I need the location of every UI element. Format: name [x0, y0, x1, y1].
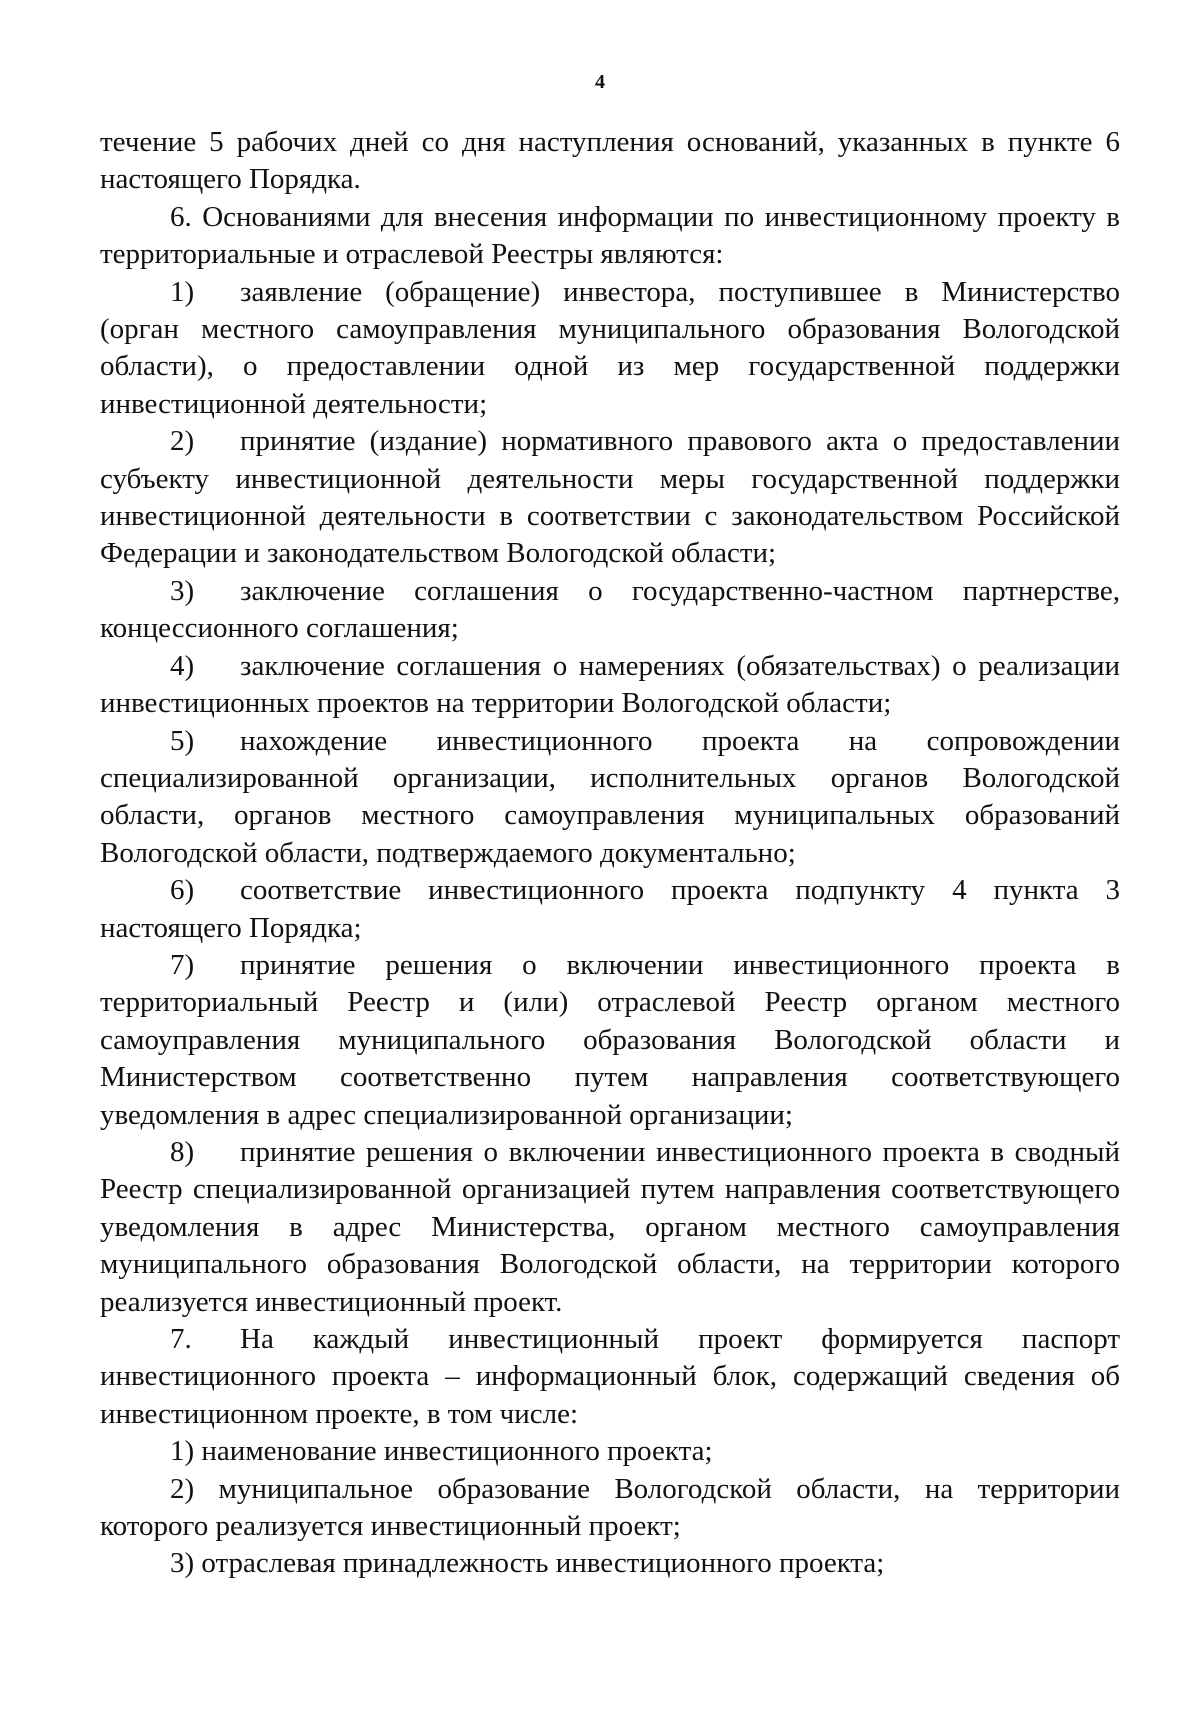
paragraph-6: 6. Основаниями для внесения информации по инвестиционному проекту в территориальные и отраслевой Реестры являются:: [100, 200, 1120, 271]
list-item-5: 5) нахождение инвестиционного проекта на сопровождении специализированной организации, исполнительных органов Вологодской области, органов местного самоуправления муниципальных образований Вологодской области, подтверждаемого документально;: [100, 724, 1120, 869]
list-item-8: 8) принятие решения о включении инвестиционного проекта в сводный Реестр специализированной организацией путем направления соответствующего уведомления в адрес Министерства, органом местного самоуправления муниципального образования Вологодской области, на территории которого реализуется инвестиционный проект.: [100, 1135, 1120, 1318]
passport-item-1: 1) наименование инвестиционного проекта;: [170, 1435, 713, 1468]
passport-item-2: 2) муниципальное образование Вологодской области, на территории которого реализуется инвестиционный проект;: [100, 1472, 1120, 1543]
document-body: [100, 124, 1120, 1583]
list-item-3: 3) заключение соглашения о государственно-частном партнерстве, концессионного соглашения;: [100, 574, 1120, 645]
list-item-4: 4) заключение соглашения о намерениях (обязательствах) о реализации инвестиционных проектов на территории Вологодской области;: [100, 649, 1120, 720]
list-item-2: 2) принятие (издание) нормативного правового акта о предоставлении субъекту инвестиционной деятельности меры государственной поддержки инвестиционной деятельности в соответствии с законодательством Российской Федерации и законодательством Вологодской области;: [100, 425, 1120, 570]
list-item-number: 8): [170, 1135, 195, 1168]
list-item-7: 7) принятие решения о включении инвестиционного проекта в территориальный Реестр и (или) отраслевой Реестр органом местного самоуправления муниципального образования Вологодской области и Министерством соответственно путем направления соответствующего уведомления в адрес специализированной организации;: [100, 948, 1120, 1131]
paragraph-continuation: течение 5 рабочих дней со дня наступления оснований, указанных в пункте 6 настоящего Порядка.: [100, 126, 1120, 196]
page-number: 4: [595, 71, 605, 93]
list-item-6: 6) соответствие инвестиционного проекта подпункту 4 пункта 3 настоящего Порядка;: [100, 874, 1120, 944]
list-item-number: 5): [170, 724, 195, 757]
list-item-number: 1): [170, 275, 195, 308]
list-item-number: 6): [170, 874, 195, 907]
paragraph-number: 7.: [170, 1323, 192, 1355]
list-item-number: 3): [170, 574, 195, 607]
list-item-number: 2): [170, 425, 195, 458]
list-item-1: 1) заявление (обращение) инвестора, поступившее в Министерство (орган местного самоуправления муниципального образования Вологодской области), о предоставлении одной из мер государственной поддержки инвестиционной деятельности;: [100, 275, 1120, 420]
paragraph-7: 7. На каждый инвестиционный проект формируется паспорт инвестиционного проекта – информационный блок, содержащий сведения об инвестиционном проекте, в том числе:: [100, 1323, 1120, 1430]
list-item-number: 4): [170, 649, 195, 682]
passport-item-3: 3) отраслевая принадлежность инвестиционного проекта;: [170, 1547, 885, 1580]
list-item-number: 7): [170, 948, 195, 981]
